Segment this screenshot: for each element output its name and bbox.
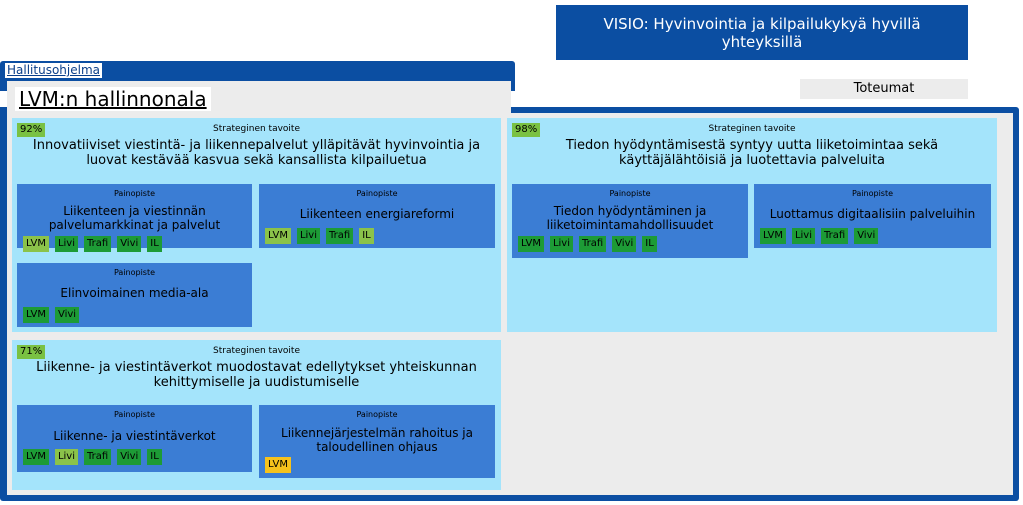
org-tag: Trafi <box>579 236 606 252</box>
org-tag: Livi <box>55 236 78 252</box>
focus-area-1-3[interactable] <box>17 263 252 327</box>
focus-area-1-1[interactable] <box>17 184 252 248</box>
focus-title: Luottamus digitaalisiin palveluihin <box>769 207 976 221</box>
org-tag: Vivi <box>612 236 636 252</box>
org-tag: LVM <box>518 236 544 252</box>
org-tag: Vivi <box>117 449 141 465</box>
focus-title: Liikennejärjestelmän rahoitus ja taloudellinen ohjaus <box>281 426 473 454</box>
org-tag: Trafi <box>84 449 111 465</box>
vision-banner <box>556 5 968 60</box>
focus-type-label: Painopiste <box>851 189 894 198</box>
org-tag: LVM <box>23 449 49 465</box>
org-tag: Trafi <box>84 236 111 252</box>
focus-title: Liikenteen ja viestinnän palvelumarkkinat ja palvelut <box>48 204 221 232</box>
focus-title: Elinvoimainen media-ala <box>60 286 209 300</box>
org-tag: Livi <box>792 228 815 244</box>
organization-tags <box>265 457 291 473</box>
goal-title: Liikenne- ja viestintäverkot muodostavat edellytykset yhteiskunnan kehittymiselle ja uudistumiselle <box>36 360 477 390</box>
government-program-link[interactable]: Hallitusohjelma <box>7 63 100 77</box>
org-tag: IL <box>359 228 374 244</box>
organization-tags <box>23 449 162 465</box>
admin-area-title[interactable]: LVM:n hallinnonala <box>15 87 211 111</box>
goal-percentage-badge: 98% <box>512 123 540 137</box>
focus-title: Liikenne- ja viestintäverkot <box>53 429 216 443</box>
org-tag: Vivi <box>854 228 878 244</box>
org-tag: IL <box>147 449 162 465</box>
goal-title: Innovatiiviset viestintä- ja liikennepalvelut ylläpitävät hyvinvointia ja luovat kestävää kasvua sekä kansallista kilpailuetua <box>32 138 481 168</box>
org-tag: Vivi <box>117 236 141 252</box>
org-tag: LVM <box>23 307 49 323</box>
org-tag: IL <box>642 236 657 252</box>
focus-title: Tiedon hyödyntäminen ja liiketoimintamahdollisuudet <box>546 204 714 232</box>
focus-area-3-2[interactable] <box>259 405 495 478</box>
focus-type-label: Painopiste <box>356 189 398 198</box>
org-tag: Livi <box>550 236 573 252</box>
focus-type-label: Painopiste <box>113 189 156 198</box>
goal-percentage-badge: 92% <box>17 123 45 137</box>
focus-type-label: Painopiste <box>113 268 156 277</box>
org-tag: Trafi <box>821 228 848 244</box>
org-tag: IL <box>147 236 162 252</box>
toteumat-button[interactable]: Toteumat <box>800 79 968 99</box>
org-tag: Livi <box>55 449 78 465</box>
org-tag: Vivi <box>55 307 79 323</box>
organization-tags <box>518 236 657 252</box>
org-tag: LVM <box>265 228 291 244</box>
goal-percentage-badge: 71% <box>17 345 45 359</box>
focus-area-3-1[interactable] <box>17 405 252 472</box>
organization-tags <box>23 307 79 323</box>
strategic-goal-2[interactable] <box>507 118 997 332</box>
organization-tags <box>265 228 374 244</box>
org-tag: Trafi <box>326 228 353 244</box>
goal-type-label: Strateginen tavoite <box>213 346 300 356</box>
strategic-goal-1[interactable] <box>12 118 501 332</box>
focus-title: Liikenteen energiareformi <box>299 207 455 221</box>
goal-type-label: Strateginen tavoite <box>708 124 796 134</box>
org-tag: LVM <box>23 236 49 252</box>
focus-type-label: Painopiste <box>609 189 651 198</box>
org-tag: LVM <box>760 228 786 244</box>
goal-title: Tiedon hyödyntämisestä syntyy uutta liiketoimintaa sekä käyttäjälähtöisiä ja luotettavia palveluita <box>565 138 939 168</box>
focus-area-2-1[interactable] <box>512 184 748 258</box>
goal-type-label: Strateginen tavoite <box>213 124 300 134</box>
organization-tags <box>760 228 878 244</box>
focus-type-label: Painopiste <box>113 410 156 419</box>
focus-area-2-2[interactable] <box>754 184 991 248</box>
org-tag: LVM <box>265 457 291 473</box>
strategic-goal-3[interactable] <box>12 340 501 490</box>
focus-type-label: Painopiste <box>356 410 398 419</box>
organization-tags <box>23 236 162 252</box>
vision-text: VISIO: Hyvinvointia ja kilpailukykyä hyvillä yhteyksillä <box>603 14 921 51</box>
org-tag: Livi <box>297 228 320 244</box>
focus-area-1-2[interactable] <box>259 184 495 248</box>
